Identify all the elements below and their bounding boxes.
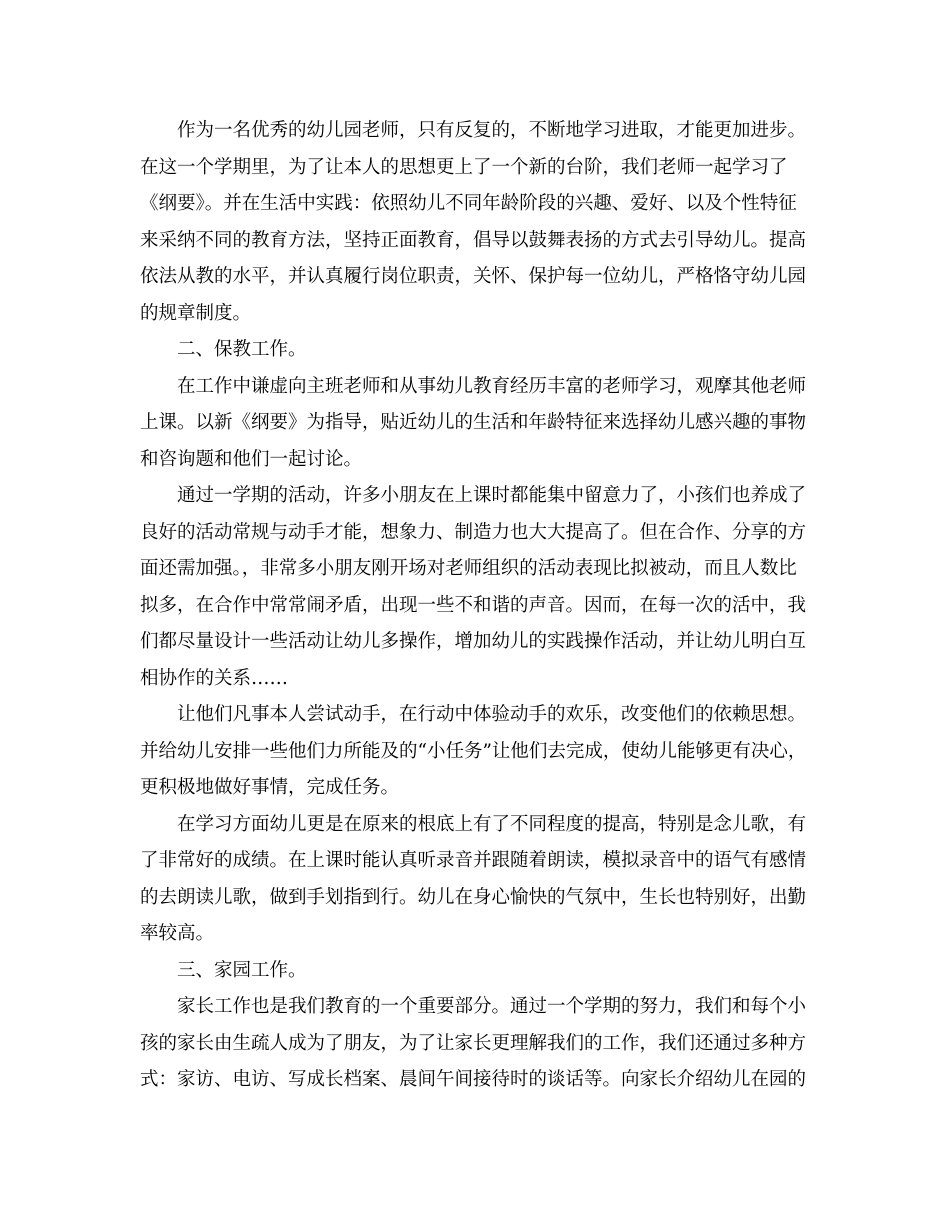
text-line: 相协作的关系……: [140, 667, 289, 689]
text-line: 家长工作也是我们教育的一个重要部分。通过一个学期的努力，我们和每个小: [177, 996, 807, 1017]
text-line: 依法从教的水平，并认真履行岗位职责，关怀、保护每一位幼儿，严格恪守幼儿园: [140, 266, 807, 287]
text-line: 的去朗读儿歌，做到手划指到行。幼儿在身心愉快的气氛中，生长也特别好，出勤: [140, 886, 807, 908]
text-line: 了非常好的成绩。在上课时能认真听录音并跟随着朗读，模拟录音中的语气有感情: [140, 850, 807, 871]
section-heading: 三、家园工作。: [177, 959, 307, 981]
text-line: 的规章制度。: [140, 302, 252, 324]
text-line: 拟多，在合作中常常闹矛盾，出现一些不和谐的声音。因而，在每一次的活中，我: [140, 594, 807, 616]
text-line: 作为一名优秀的幼儿园老师，只有反复的，不断地学习进取，才能更加进步。: [177, 120, 807, 141]
section-heading: 二、保教工作。: [177, 339, 307, 360]
text-line: 式：家访、电访、写成长档案、晨间午间接待时的谈话等。向家长介绍幼儿在园的: [140, 1069, 807, 1090]
document-body: [140, 113, 820, 1099]
text-line: 并给幼儿安排一些他们力所能及的“小任务”让他们去完成，使幼儿能够更有决心，: [140, 740, 807, 762]
text-line: 让他们凡事本人尝试动手，在行动中体验动手的欢乐，改变他们的依赖思想。: [177, 704, 807, 725]
text-line: 在工作中谦虚向主班老师和从事幼儿教育经历丰富的老师学习，观摩其他老师: [177, 375, 807, 397]
text-line: 和咨询题和他们一起讨论。: [140, 448, 363, 470]
text-line: 面还需加强。，非常多小朋友刚开场对老师组织的活动表现比拟被动，而且人数比: [140, 558, 797, 579]
text-line: 们都尽量设计一些活动让幼儿多操作，增加幼儿的实践操作活动，并让幼儿明白互: [140, 631, 807, 652]
text-line: 率较高。: [140, 923, 215, 944]
text-line: 在这一个学期里，为了让本人的思想更上了一个新的台阶，我们老师一起学习了: [140, 156, 788, 178]
text-line: 在学习方面幼儿更是在原来的根底上有了不同程度的提高，特别是念儿歌，有: [177, 813, 807, 835]
text-line: 上课。以新《纲要》为指导，贴近幼儿的生活和年龄特征来选择幼儿感兴趣的事物: [140, 412, 807, 433]
text-line: 《纲要》。并在生活中实践：依照幼儿不同年龄阶段的兴趣、爱好、以及个性特征: [140, 193, 797, 214]
text-line: 更积极地做好事情，完成任务。: [140, 777, 400, 798]
text-line: 孩的家长由生疏人成为了朋友，为了让家长更理解我们的工作，我们还通过多种方: [140, 1032, 807, 1054]
text-line: 良好的活动常规与动手才能，想象力、制造力也大大提高了。但在合作、分享的方: [140, 521, 807, 543]
text-line: 通过一学期的活动，许多小朋友在上课时都能集中留意力了，小孩们也养成了: [177, 485, 807, 506]
text-line: 来采纳不同的教育方法，坚持正面教育，倡导以鼓舞表扬的方式去引导幼儿。提高: [140, 229, 807, 251]
